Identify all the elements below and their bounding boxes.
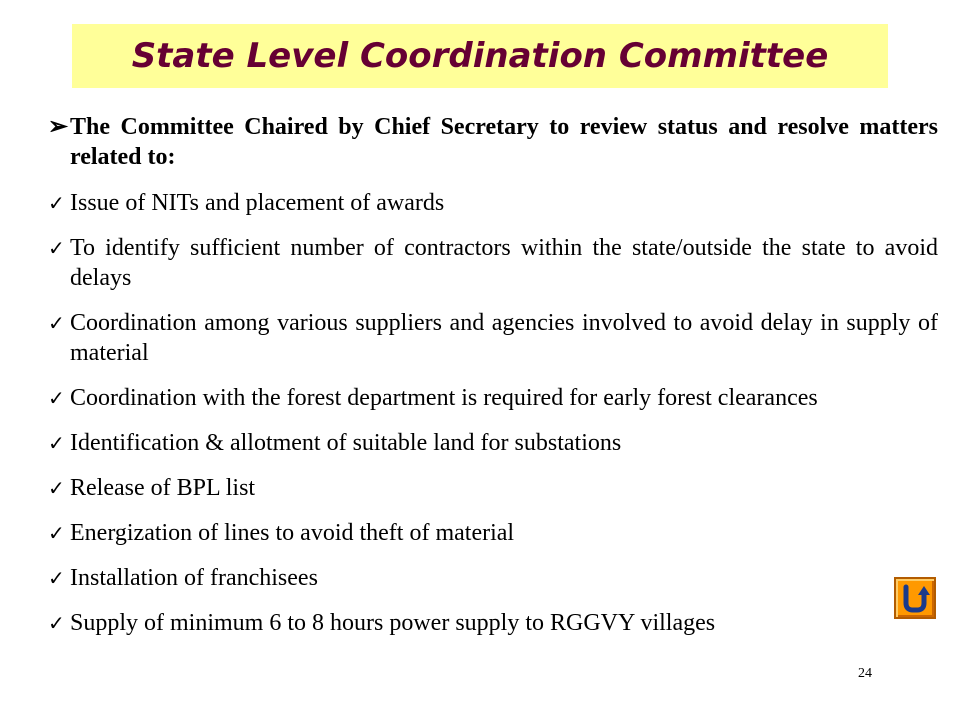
checkmark-icon: ✓ — [48, 431, 65, 455]
list-item — [48, 188, 938, 218]
checkmark-icon: ✓ — [48, 476, 65, 500]
list-item — [48, 563, 938, 593]
list-item-text: Issue of NITs and placement of awards — [70, 190, 445, 216]
title-bar — [72, 24, 888, 88]
slide-content — [48, 112, 938, 653]
list-item — [48, 473, 938, 503]
checkmark-icon: ✓ — [48, 521, 65, 545]
checkmark-icon: ✓ — [48, 236, 65, 260]
page-number: 24 — [858, 666, 872, 681]
intro-bullet — [48, 112, 938, 172]
intro-text: The Committee Chaired by Chief Secretary to review status and resolve matters related to: — [70, 114, 938, 170]
list-item-text: Supply of minimum 6 to 8 hours power supply to RGGVY villages — [70, 610, 716, 636]
list-item-text: Coordination with the forest department is required for early forest clearances — [70, 385, 818, 411]
list-item-text: Release of BPL list — [70, 475, 256, 501]
list-item-text: Coordination among various suppliers and agencies involved to avoid delay in supply of material — [70, 310, 938, 366]
arrow-bullet-icon: ➢ — [48, 114, 69, 140]
slide-title: State Level Coordination Committee — [131, 36, 829, 76]
checkmark-icon: ✓ — [48, 191, 65, 215]
return-arrow-icon — [899, 582, 931, 614]
list-item — [48, 428, 938, 458]
checkmark-icon: ✓ — [48, 566, 65, 590]
list-item-text: Energization of lines to avoid theft of material — [70, 520, 515, 546]
list-item — [48, 608, 938, 638]
return-button[interactable] — [894, 577, 936, 619]
list-item-text: Identification & allotment of suitable land for substations — [70, 430, 622, 456]
list-item — [48, 233, 938, 293]
list-item — [48, 518, 938, 548]
checkmark-icon: ✓ — [48, 311, 65, 335]
checkmark-icon: ✓ — [48, 386, 65, 410]
list-item — [48, 308, 938, 368]
checkmark-icon: ✓ — [48, 611, 65, 635]
list-item — [48, 383, 938, 413]
list-item-text: Installation of franchisees — [70, 565, 318, 591]
list-item-text: To identify sufficient number of contractors within the state/outside the state to avoid delays — [70, 235, 938, 291]
